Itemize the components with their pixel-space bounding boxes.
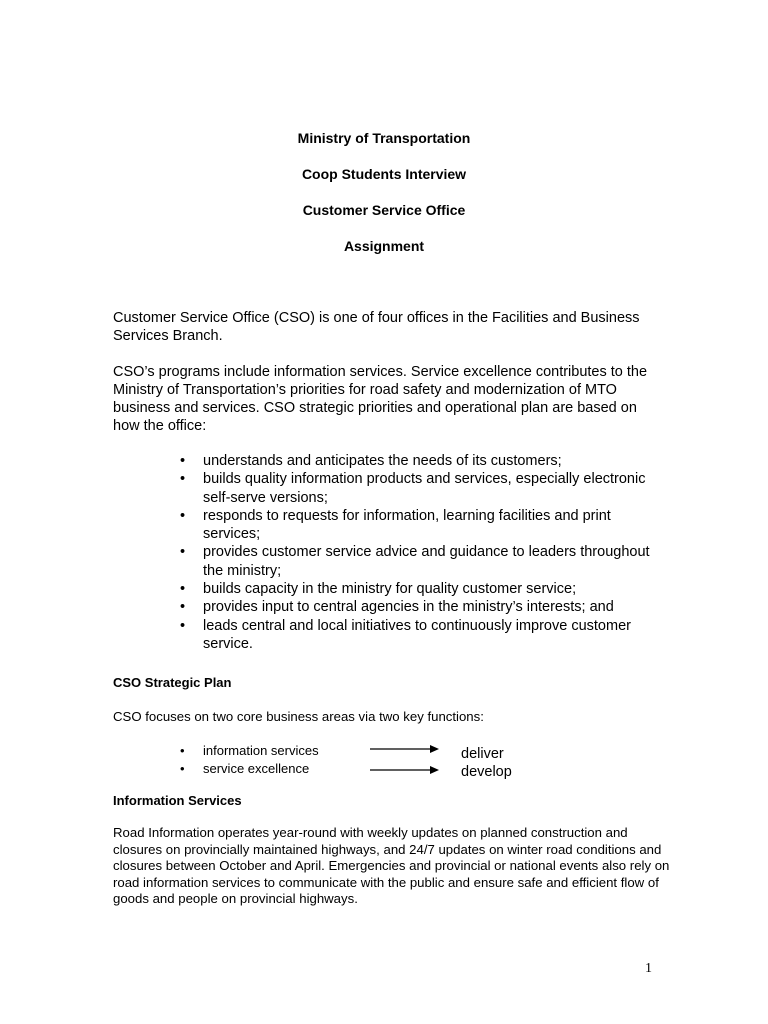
strategic-plan-heading: CSO Strategic Plan [113,675,232,690]
list-item [180,507,660,544]
list-item [180,543,660,580]
list-item-text: responds to requests for information, learning facilities and print services; [203,507,611,543]
strategic-plan-text: CSO focuses on two core business areas via two key functions: [113,709,484,724]
bullet-icon: • [180,743,185,758]
list-item [180,617,660,654]
arrow-right-icon [370,744,440,754]
business-area-label: information services [203,743,319,758]
key-function-label: deliver [461,746,504,762]
bullet-icon: • [180,453,186,469]
office-bullet-list [180,452,660,653]
title-office: Customer Service Office [302,202,466,218]
function-row [180,743,580,761]
list-item [180,580,660,598]
list-item [180,470,660,507]
bullet-icon: • [180,471,186,488]
information-services-heading: Information Services [113,793,242,808]
list-item-text: builds quality information products and services, especially electronic self-serve versions; [203,471,646,506]
bullet-icon: • [180,544,186,561]
list-item-text: provides input to central agencies in the ministry’s interests; and [203,599,614,616]
list-item-text: provides customer service advice and guidance to leaders throughout the ministry; [203,544,650,579]
list-item-text: understands and anticipates the needs of its customers; [203,453,562,469]
title-coop-interview: Coop Students Interview [301,166,467,182]
business-area-label: service excellence [203,761,310,776]
arrow-right-icon [370,765,440,775]
bullet-icon: • [180,761,185,776]
function-row [180,761,580,779]
bullet-icon: • [180,599,186,616]
intro-paragraph-2: CSO’s programs include information services. Service excellence contributes to the Ministry of Transportation’s priorities for road safety and modernization of MTO business and services. CSO strategic priorities and operational plan are based on how the office: [113,364,648,434]
list-item [180,598,660,616]
key-function-label: develop [461,764,512,780]
list-item [180,452,660,470]
list-item-text: leads central and local initiatives to continuously improve customer service. [203,617,631,652]
title-assignment: Assignment [343,238,425,254]
title-ministry: Ministry of Transportation [297,130,471,146]
page-number: 1 [645,961,652,976]
information-services-text: Road Information operates year-round with weekly updates on planned construction and closures on provincially maintained highways, and 24/7 updates on winter road conditions and closures between October and April. Emergencies and provincial or national events also rely on road information services to communicate with the public and ensure safe and efficient flow of goods and people on provincial highways. [113,825,670,906]
bullet-icon: • [180,581,186,598]
intro-paragraph-1: Customer Service Office (CSO) is one of four offices in the Facilities and Business Services Branch. [113,310,640,344]
bullet-icon: • [180,507,186,524]
bullet-icon: • [180,617,186,634]
list-item-text: builds capacity in the ministry for quality customer service; [203,581,577,598]
